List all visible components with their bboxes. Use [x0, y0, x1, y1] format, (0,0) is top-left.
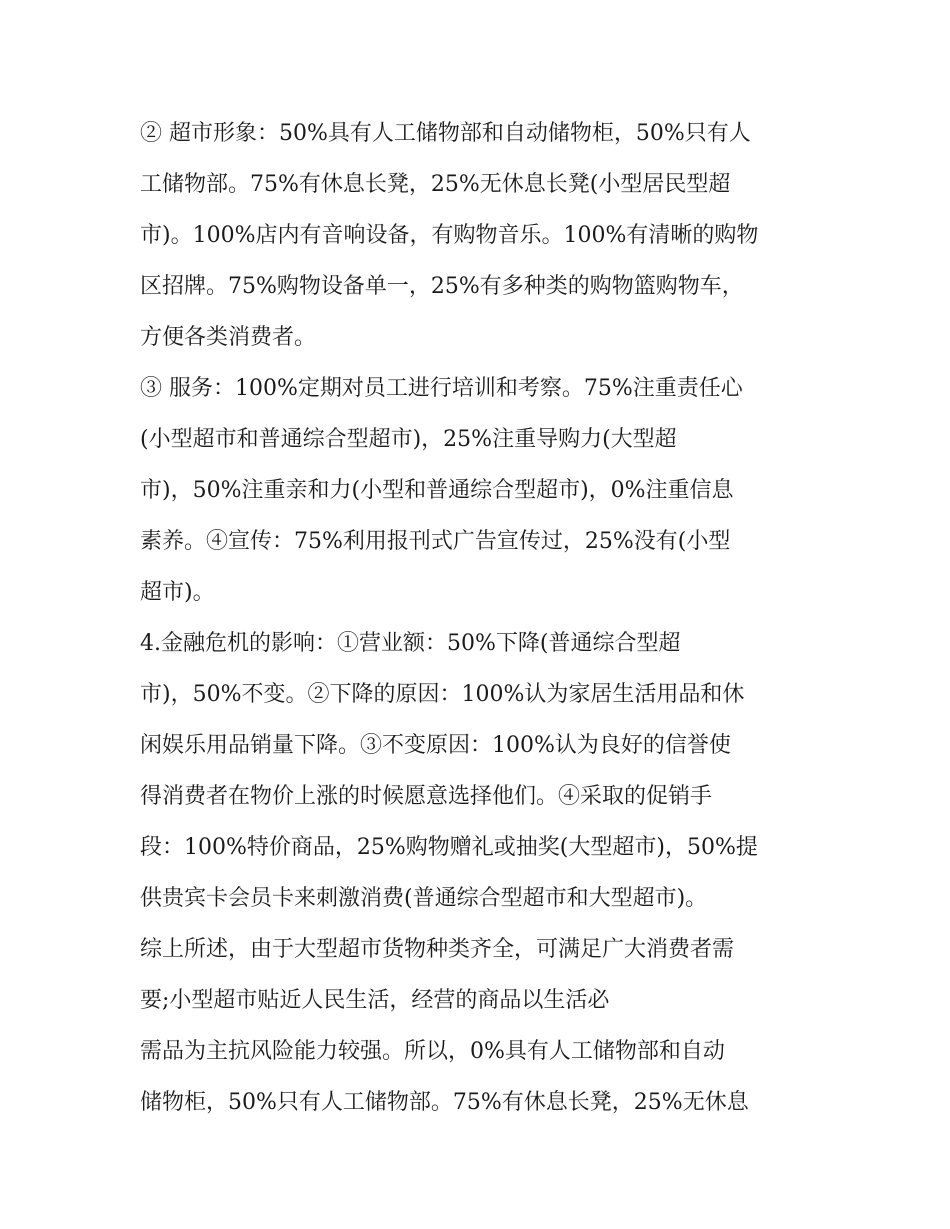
text-line: 市)，50%不变。②下降的原因：100%认为家居生活用品和休 — [140, 682, 745, 707]
text-line: ③ 服务：100%定期对员工进行培训和考察。75%注重责任心 — [140, 376, 743, 401]
text-line: (小型超市和普通综合型超市)，25%注重导购力(大型超 — [140, 427, 677, 452]
text-line: 4.金融危机的影响：①营业额：50%下降(普通综合型超 — [140, 631, 681, 656]
text-line: 供贵宾卡会员卡来刺激消费(普通综合型超市和大型超市)。 — [140, 886, 708, 911]
text-line: 区招牌。75%购物设备单一，25%有多种类的购物篮购物车， — [140, 274, 744, 299]
document-body — [140, 108, 820, 1128]
text-line: 市)。100%店内有音响设备，有购物音乐。100%有清晰的购物 — [140, 223, 759, 248]
text-line: ② 超市形象：50%具有人工储物部和自动储物柜，50%只有人 — [140, 121, 751, 146]
text-line: 市)，50%注重亲和力(小型和普通综合型超市)，0%注重信息 — [140, 478, 734, 503]
text-line: 储物柜，50%只有人工储物部。75%有休息长凳，25%无休息 — [140, 1090, 749, 1115]
text-line: 需品为主抗风险能力较强。所以，0%具有人工储物部和自动 — [140, 1039, 725, 1064]
text-line: 综上所述，由于大型超市货物种类齐全，可满足广大消费者需 — [140, 937, 735, 962]
text-line: 超市)。 — [140, 580, 215, 605]
text-line: 方便各类消费者。 — [140, 325, 317, 350]
text-line: 闲娱乐用品销量下降。③不变原因：100%认为良好的信誉使 — [140, 733, 731, 758]
text-line: 得消费者在物价上涨的时候愿意选择他们。④采取的促销手 — [140, 784, 713, 809]
text-line: 素养。④宣传：75%利用报刊式广告宣传过，25%没有(小型 — [140, 529, 731, 554]
text-line: 要;小型超市贴近人民生活，经营的商品以生活必 — [140, 988, 610, 1013]
text-line: 工储物部。75%有休息长凳，25%无休息长凳(小型居民型超 — [140, 172, 731, 197]
text-line: 段：100%特价商品，25%购物赠礼或抽奖(大型超市)，50%提 — [140, 835, 758, 860]
